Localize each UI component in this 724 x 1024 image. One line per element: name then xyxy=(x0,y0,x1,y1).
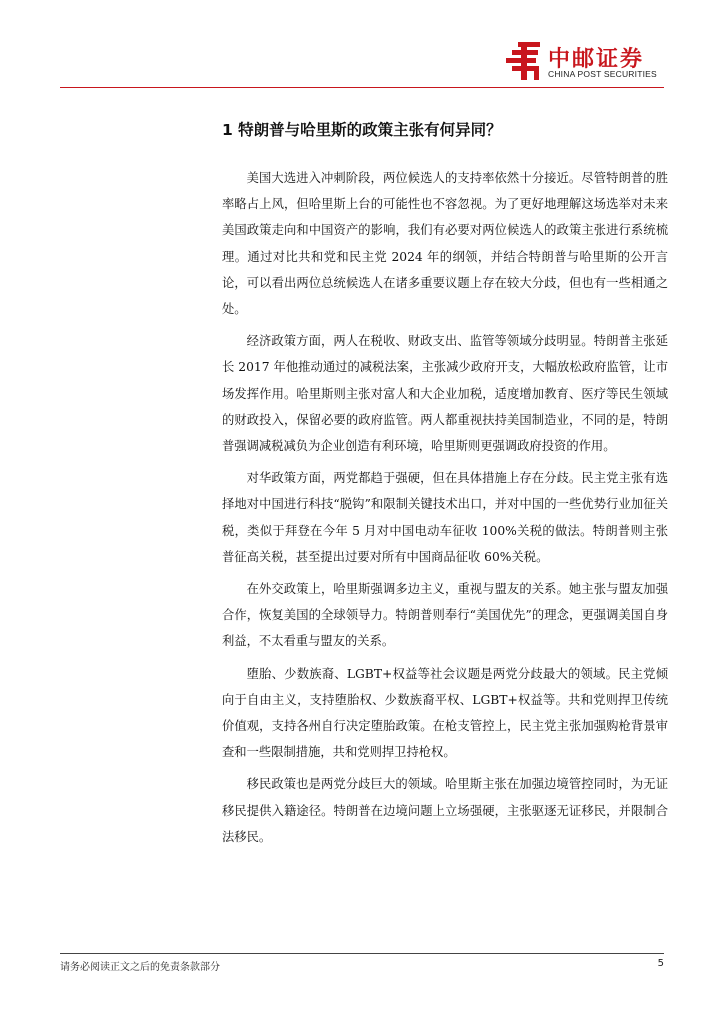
paragraph-china-policy: 对华政策方面，两党都趋于强硬，但在具体措施上存在分歧。民主党主张有选择地对中国进行科技“脱钩”和限制关键技术出口，并对中国的一些优势行业加征关税，类似于拜登在今年 5 月对中国电动车征收 100%关税的做法。特朗普则主张普征高关税，甚至提出过要对所有中国商品征收 60%关税。 xyxy=(222,471,668,564)
logo-chinese-name: 中邮证券 xyxy=(548,47,645,72)
page-number: 5 xyxy=(657,958,664,969)
body-content xyxy=(222,165,668,856)
logo-english-name: CHINA POST SECURITIES xyxy=(548,69,657,79)
paragraph-immigration: 移民政策也是两党分歧巨大的领域。哈里斯主张在加强边境管控同时，为无证移民提供入籍途径。特朗普在边境问题上立场强硬，主张驱逐无证移民，并限制合法移民。 xyxy=(222,777,668,844)
footer-disclaimer: 请务必阅读正文之后的免责条款部分 xyxy=(60,962,220,973)
paragraph-foreign-policy: 在外交政策上，哈里斯强调多边主义，重视与盟友的关系。她主张与盟友加强合作，恢复美国的全球领导力。特朗普则奉行“美国优先”的理念，更强调美国自身利益，不太看重与盟友的关系。 xyxy=(222,582,668,649)
china-post-logo-icon xyxy=(504,40,544,82)
footer-divider xyxy=(60,953,664,954)
company-logo xyxy=(504,40,664,86)
paragraph-intro: 美国大选进入冲刺阶段，两位候选人的支持率依然十分接近。尽管特朗普的胜率略占上风，但哈里斯上台的可能性也不容忽视。为了更好地理解这场选举对未来美国政策走向和中国资产的影响，我们有必要对两位候选人的政策主张进行系统梳理。通过对比共和党和民主党 2024 年的纲领，并结合特朗普与哈里斯的公开言论，可以看出两位总统候选人在诸多重要议题上存在较大分歧，但也有一些相通之处。 xyxy=(222,171,668,317)
section-title: 1 特朗普与哈里斯的政策主张有何异同？ xyxy=(222,121,502,139)
paragraph-economic-policy: 经济政策方面，两人在税收、财政支出、监管等领域分歧明显。特朗普主张延长 2017 年他推动通过的减税法案，主张减少政府开支，大幅放松政府监管，让市场发挥作用。哈里斯则主张对富人和大企业加税，适度增加教育、医疗等民生领域的财政投入，保留必要的政府监管。两人都重视扶持美国制造业，不同的是，特朗普强调减税减负为企业创造有利环境，哈里斯则更强调政府投资的作用。 xyxy=(222,334,668,454)
header-divider xyxy=(60,87,664,88)
paragraph-social-issues: 堕胎、少数族裔、LGBT+权益等社会议题是两党分歧最大的领域。民主党倾向于自由主义，支持堕胎权、少数族裔平权、LGBT+权益等。共和党则捍卫传统价值观，支持各州自行决定堕胎政策。在枪支管控上，民主党主张加强购枪背景审查和一些限制措施，共和党则捍卫持枪权。 xyxy=(222,666,668,760)
